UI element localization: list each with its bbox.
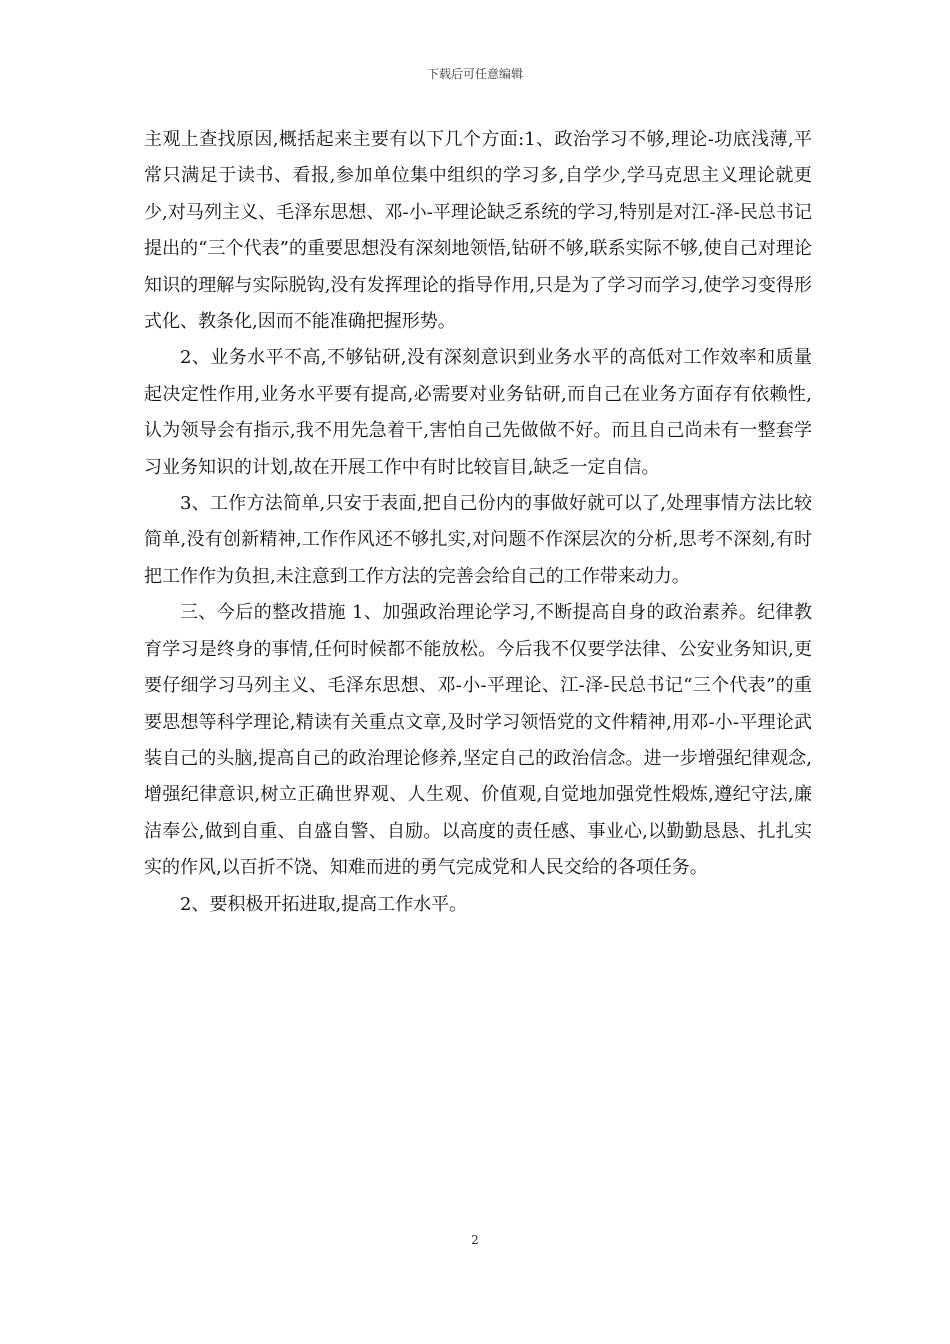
document-body	[144, 122, 812, 923]
paragraph-4: 三、今后的整改措施 1、加强政治理论学习,不断提高自身的政治素养。纪律教育学习是终身的事情,任何时候都不能放松。今后我不仅要学法律、公安业务知识,更要仔细学习马列主义、毛泽东思想、邓-小-平理论、江-泽-民总书记“三个代表”的重要思想等科学理论,精读有关重点文章,及时学习领悟党的文件精神,用邓-小-平理论武装自己的头脑,提高自己的政治理论修养,坚定自己的政治信念。进一步增强纪律观念,增强纪律意识,树立正确世界观、人生观、价值观,自觉地加强党性煅炼,遵纪守法,廉洁奉公,做到自重、自盛自警、自励。以高度的责任感、事业心,以勤勤恳恳、扎扎实实的作风,以百折不饶、知难而进的勇气完成党和人民交给的各项任务。	[144, 602, 812, 879]
paragraph-2: 2、业务水平不高,不够钻研,没有深刻意识到业务水平的高低对工作效率和质量起决定性作用,业务水平要有提高,必需要对业务钻研,而自己在业务方面存有依赖性,认为领导会有指示,我不用先急着干,害怕自己先做做不好。而且自己尚未有一整套学习业务知识的计划,故在开展工作中有时比较盲目,缺乏一定自信。	[144, 347, 812, 478]
paragraph-3: 3、工作方法简单,只安于表面,把自己份内的事做好就可以了,处理事情方法比较简单,没有创新精神,工作作风还不够扎实,对问题不作深层次的分析,思考不深刻,有时把工作作为负担,未注意到工作方法的完善会给自己的工作带来动力。	[144, 493, 812, 587]
page-number: 2	[471, 1233, 479, 1247]
page-header: 下载后可任意编辑	[426, 67, 523, 81]
paragraph-1: 主观上查找原因,概括起来主要有以下几个方面:1、政治学习不够,理论-功底浅薄,平常只满足于读书、看报,参加单位集中组织的学习多,自学少,学马克思主义理论就更少,对马列主义、毛泽东思想、邓-小-平理论缺乏系统的学习,特别是对江-泽-民总书记提出的“三个代表”的重要思想没有深刻地领悟,钻研不够,联系实际不够,使自己对理论知识的理解与实际脱钩,没有发挥理论的指导作用,只是为了学习而学习,使学习变得形式化、教条化,因而不能准确把握形势。	[144, 129, 812, 333]
paragraph-5: 2、要积极开拓进取,提高工作水平。	[180, 893, 468, 915]
